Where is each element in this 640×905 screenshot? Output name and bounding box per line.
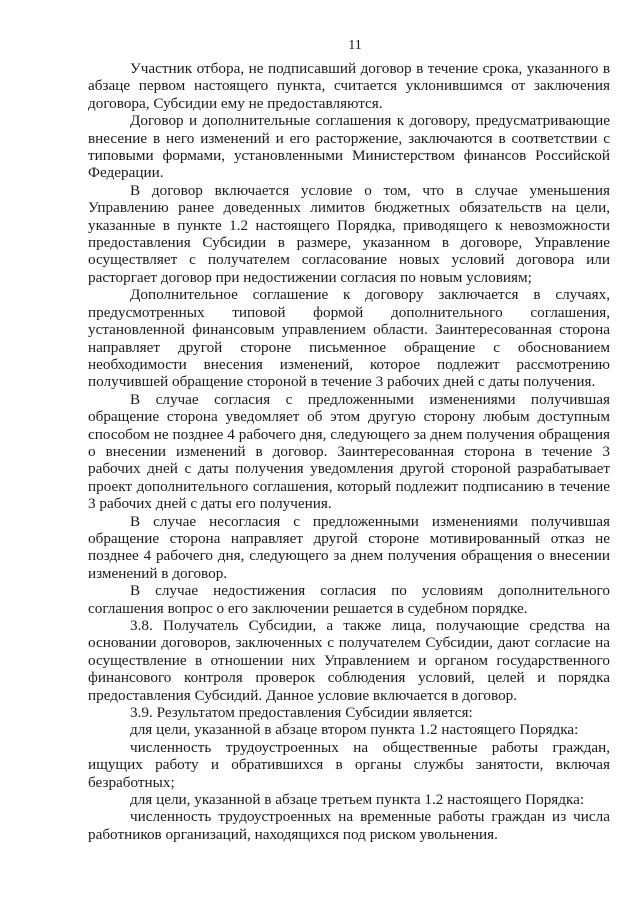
paragraph: Участник отбора, не подписавший договор в течение срока, указанного в абзаце первом настоящего пункта, считается уклонившимся от заключения договора, Субсидии ему не предоставляются. — [88, 60, 610, 112]
paragraph: численность трудоустроенных на общественные работы граждан, ищущих работу и обратившихся в органы службы занятости, включая безработных; — [88, 738, 610, 791]
paragraph: Договор и дополнительные соглашения к договору, предусматривающие внесение в него изменений и его расторжение, заключаются в соответствии с типовыми формами, установленными Министерством финансов Российской Федерации. — [88, 112, 610, 182]
paragraph: Дополнительное соглашение к договору заключается в случаях, предусмотренных типовой формой дополнительного соглашения, установленной финансовым управлением области. Заинтересованная сторона направляет другой стороне письменное обращение с обоснованием необходимости внесения изменений, которое подлежит рассмотрению получившей обращение стороной в течение 3 рабочих дней с даты получения. — [88, 286, 610, 391]
paragraph: численность трудоустроенных на временные работы граждан из числа работников организаций, находящихся под риском увольнения. — [88, 808, 610, 843]
paragraph: для цели, указанной в абзаце втором пункта 1.2 настоящего Порядка: — [130, 721, 579, 739]
paragraph: В договор включается условие о том, что в случае уменьшения Управлению ранее доведенных лимитов бюджетных обязательств на цели, указанные в пункте 1.2 настоящего Порядка, приводящего к невозможности предоставления Субсидии в размере, указанном в договоре, Управление осуществляет с получателем согласование новых условий договора или расторгает договор при недостижении согласия по новым условиям; — [88, 181, 610, 286]
paragraph: 3.8. Получатель Субсидии, а также лица, получающие средства на основании договоров, заключенных с получателем Субсидии, дают согласие на осуществление в отношении них Управлением и органом государственного финансового контроля проверок соблюдения условий, целей и порядка предоставления Субсидий. Данное условие включается в договор. — [88, 617, 610, 704]
paragraph: В случае несогласия с предложенными изменениями получившая обращение сторона направляет другой стороне мотивированный отказ не позднее 4 рабочего дня, следующего за днем получения обращения о внесении изменений в договор. — [88, 512, 610, 582]
paragraph: В случае согласия с предложенными изменениями получившая обращение сторона уведомляет об этом другую сторону любым доступным способом не позднее 4 рабочего дня, следующего за днем получения обращения о внесении изменений в договор. Заинтересованная сторона в течение 3 рабочих дней с даты получения уведомления другой стороной разрабатывает проект дополнительного соглашения, который подлежит подписанию в течение 3 рабочих дней с даты его получения. — [88, 390, 610, 513]
body-text — [88, 60, 610, 843]
paragraph: В случае недостижения согласия по условиям дополнительного соглашения вопрос о его заключении решается в судебном порядке. — [88, 582, 610, 617]
paragraph: для цели, указанной в абзаце третьем пункта 1.2 настоящего Порядка: — [130, 791, 585, 809]
page-number: 11 — [348, 38, 362, 53]
paragraph: 3.9. Результатом предоставления Субсидии является: — [130, 704, 473, 722]
